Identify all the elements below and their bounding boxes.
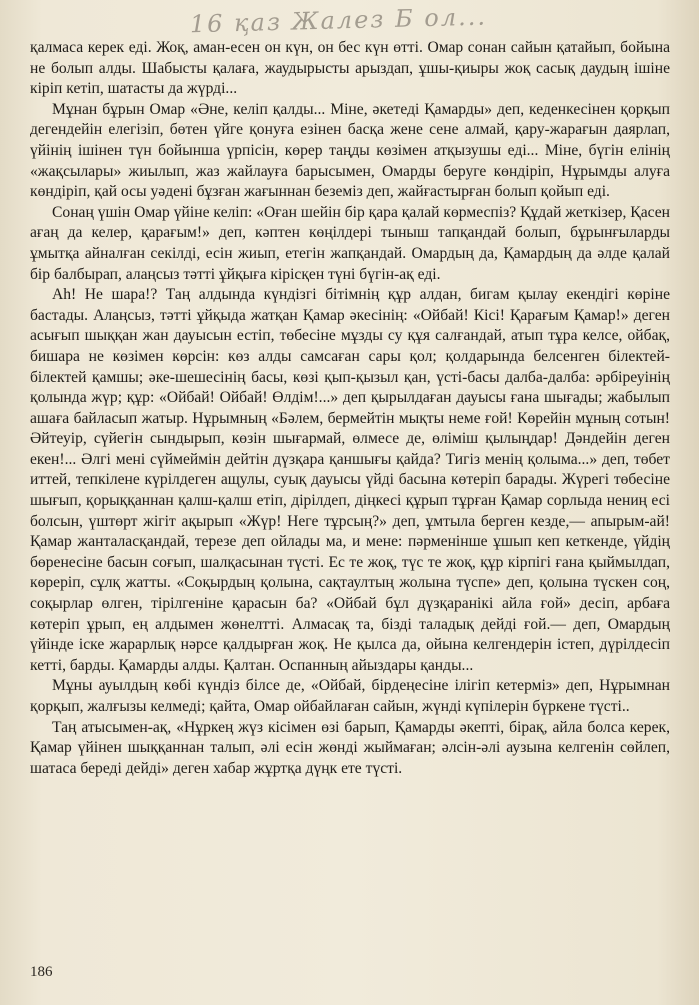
page-body-text <box>30 38 670 779</box>
paragraph-3: Сонаң үшін Омар үйіне келіп: «Оған шейін бір қара қалай көрмеспіз? Құдай жеткізер, Қасен ағаң да келер, қарағым!» деп, кәптен көңілдері тыныш тапқандай болып, бұрынғыларды ұмытқа айналған секілді, есін жиып, етегін жапқандай. Омардың да, Қамардың да әлде қалай бір балбырап, алаңсыз тәтті ұйқыға кірісқен түні бүгін-ақ еді. <box>30 203 670 283</box>
paragraph-2: Мұнан бұрын Омар «Әне, келіп қалды... Міне, әкетеді Қамарды» деп, кеденкесінен қорқып дегендейін елегізіп, бөтен үйге қонуға езінен басқа жене сене алмай, қару-жарағын даярлап, үйінің ішінен түн бойынша үрпісін, көрер таңды көзімен атқызушы еді... Міне, бүгін елінің «жақсылары» жиылып, жаз жайлауға барысымен, Омарды беруге көндіріп, Нұрымды алуға көндіріп, қай осы уәдені бұзған жағыннан беземіз деп, жайғастырған болып қойып еді. <box>30 100 670 201</box>
handwritten-annotation: 16 қаз Жалез Б ол... <box>189 2 488 39</box>
page-number: 186 <box>30 964 53 980</box>
paragraph-1: қалмаса керек еді. Жоқ, аман-есен он күн, он бес күн өтті. Омар сонан сайын қатайып, бойына не болып алды. Шабысты қалаға, жаудырысты арыздап, ұшы-қиыры жоқ сасық даудың ішіне кіріп кетіп, шатасты да жүрді... <box>30 39 670 98</box>
paragraph-5: Мұны ауылдың көбі күндіз білсе де, «Ойбай, бірдеңесіне ілігіп кетерміз» деп, Нұрымнан қорқып, жалғызы келмеді; қайта, Омар ойбайлаған сайын, жүнді күпілерін бүркене түсті.. <box>30 677 670 715</box>
paragraph-4: Ah! Не шара!? Таң алдында күндізгі бітімнің құр алдан, бигам қылау екендігі көріне бастады. Алаңсыз, тәтті ұйқыда жатқан Қамар әкесінің: «Ойбай! Кісі! Қарағым Қамар!» деген асығып шыққан жан дауысын естіп, төбесіне мұзды су құя салғандай, атып тұра келсе, ойбақ, бишара не көзімен көрсін: көз алды самсаған сары қол; қолдарында белсенген білектей-білектей қамшы; әке-шешесінің басы, көзі қып-қызыл қан, үсті-басы далба-далба: әрбіреуінің қолында жүр; құр: «Ойбай! Ойбай! Өлдім!...» деп қырылдаған дауысы ғана шығады; жабылып ашаға байласып жатыр. Нұрымның «Бәлем, бермейтін мықты неме ғой! Көрейін мұның сотын! Әйтеуір, сүйегін сындырып, көзін шығармай, өлмесе де, өліміш қылыңдар! Дәндейін деген екен!... Әлгі мені сүймеймін дейтін дүзқара қаншығы қайда? Тигіз менің қолыма...» деп, төбет иттей, тепкілене күрілдеген ащулы, суық дауысы үйді басына көтеріп барады. Жүрегі төбесіне шығып, қорыққаннан қалш-қалш етіп, дірілдеп, діңкесі құрып тұрған Қамар сорлыда нениң есі болсын, үштөрт жігіт ақырып «Жүр! Неге тұрсың?» деп, ұмтыла берген кезде,— апырым-ай! Қамар жанталасқандай, терезе деп ойлады ма, и мене: пәрменінше ұшып кеп кеткенде, үйдің бөренесіне басын соғып, шалқасынан түсті. Ес те жоқ, түс те жоқ, құр кірпігі ғана қыймылдап, көреріп, сұлқ жатты. «Соқырдың қолына, сақтаултың жолына түспе» деп, қолына түскен соң, соқырлар өлген, тірілгеніне қарасын ба? «Ойбай бұл дүзқаранікі айла ғой» десіп, арбаға көтеріп ұрып, ең алдымен жөнелтті. Алмасақ та, бізді таладық дейді ғой.— деп, Омардың үйінде іске жарарлық нәрсе қалдырған жоқ. Не қылса да, ойына келгендерін істеп, дүрілдесіп кетті, барды. Қамарды алды. Қалтан. Оспанның айыздары қанды... <box>30 286 670 674</box>
paragraph-6: Таң атысымен-ақ, «Нұркең жүз кісімен өзі барып, Қамарды әкепті, бірақ, айла болса керек, Қамар үйінен шыққаннан талып, әлі есін жөнді жыймаған; әлсін-әлі аузына келгенін сөйлеп, шатаса береді дейді» деген хабар жұртқа дүңк ете түсті. <box>30 718 670 777</box>
